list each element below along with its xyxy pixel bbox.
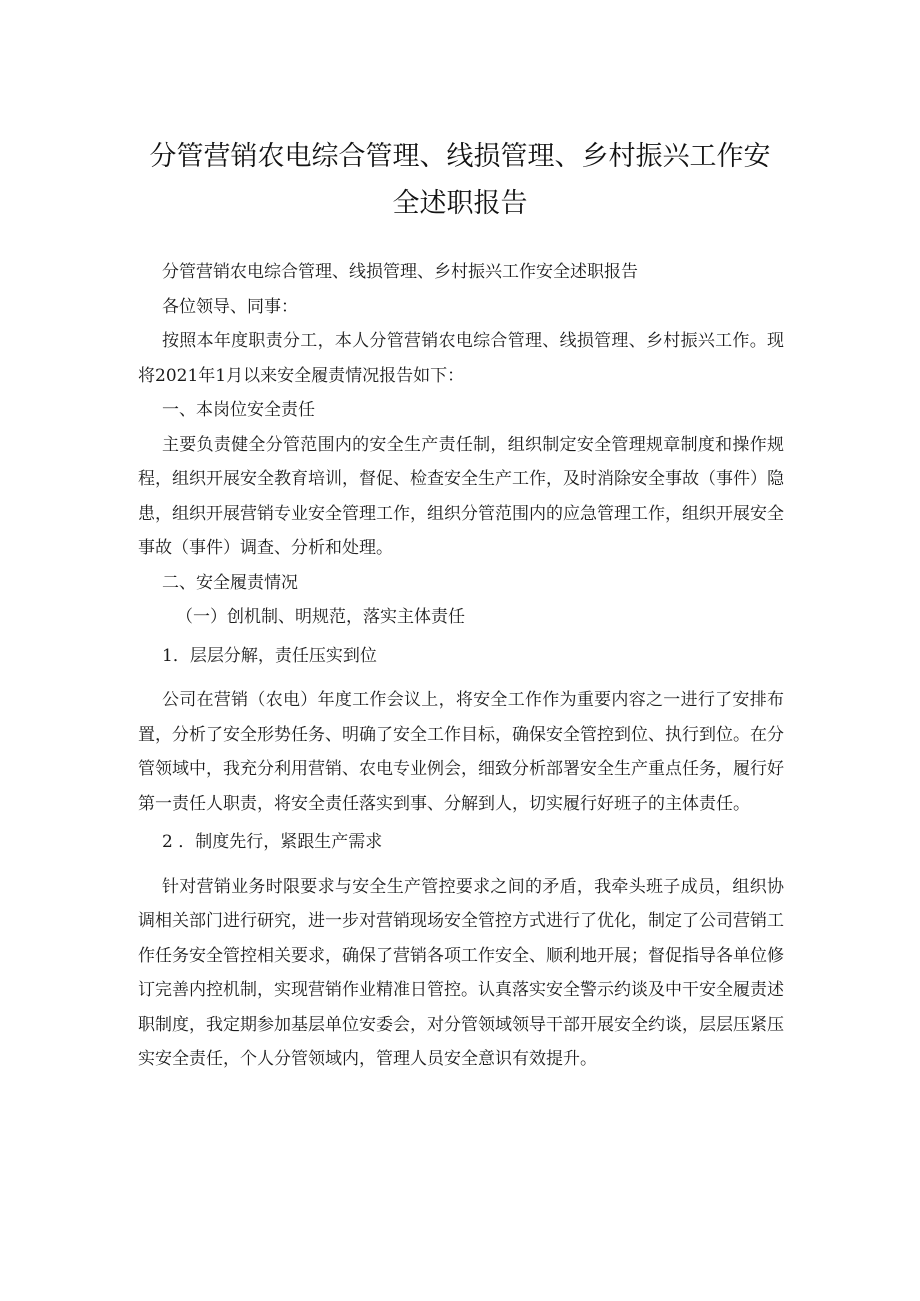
item-heading-1: 1．层层分解，责任压实到位 bbox=[162, 645, 377, 666]
section-heading-1: 一、本岗位安全责任 bbox=[162, 400, 315, 420]
section-heading-2: 二、安全履责情况 bbox=[162, 572, 298, 593]
greeting-paragraph: 各位领导、同事： bbox=[162, 296, 298, 317]
title-line-1: 分管营销农电综合管理、线损管理、乡村振兴工作安 bbox=[149, 141, 771, 172]
item-1-paragraph: 公司在营销（农电）年度工作会议上，将安全工作作为重要内容之一进行了安排布置，分析了安全形势任务、明确了安全工作目标，确保安全管控到位、执行到位。在分管领域中，我充分利用营销、农电专业例会，细致分析部署安全生产重点任务，履行好第一责任人职责，将安全责任落实到事、分解到人，切实履行好班子的主体责任。 bbox=[138, 690, 784, 814]
responsibility-paragraph: 主要负责健全分管范围内的安全生产责任制，组织制定安全管理规章制度和操作规程，组织开展安全教育培训，督促、检查安全生产工作，及时消除安全事故（事件）隐患，组织开展营销专业安全管理工作，组织分管范围内的应急管理工作，组织开展安全事故（事件）调查、分析和处理。 bbox=[138, 434, 784, 558]
item-2-paragraph: 针对营销业务时限要求与安全生产管控要求之间的矛盾，我牵头班子成员，组织协调相关部门进行研究，进一步对营销现场安全管控方式进行了优化，制定了公司营销工作任务安全管控相关要求，确保了营销各项工作安全、顺利地开展；督促指导各单位修订完善内控机制，实现营销作业精准日管控。认真落实安全警示约谈及中干安全履责述职制度，我定期参加基层单位安委会，对分管领域领导干部开展安全约谈，层层压紧压实安全责任，个人分管领域内，管理人员安全意识有效提升。 bbox=[138, 876, 784, 1069]
document-title bbox=[138, 133, 782, 227]
intro-paragraph: 按照本年度职责分工，本人分管营销农电综合管理、线损管理、乡村振兴工作。现将2021年1月以来安全履责情况报告如下： bbox=[138, 331, 784, 386]
item-heading-2: 2 ．制度先行，紧跟生产需求 bbox=[162, 832, 383, 852]
report-heading-paragraph: 分管营销农电综合管理、线损管理、乡村振兴工作安全述职报告 bbox=[162, 262, 638, 282]
document-body bbox=[138, 255, 784, 1077]
title-line-2: 全述职报告 bbox=[392, 188, 528, 219]
subsection-heading-1: （一）创机制、明规范，落实主体责任 bbox=[176, 607, 465, 627]
